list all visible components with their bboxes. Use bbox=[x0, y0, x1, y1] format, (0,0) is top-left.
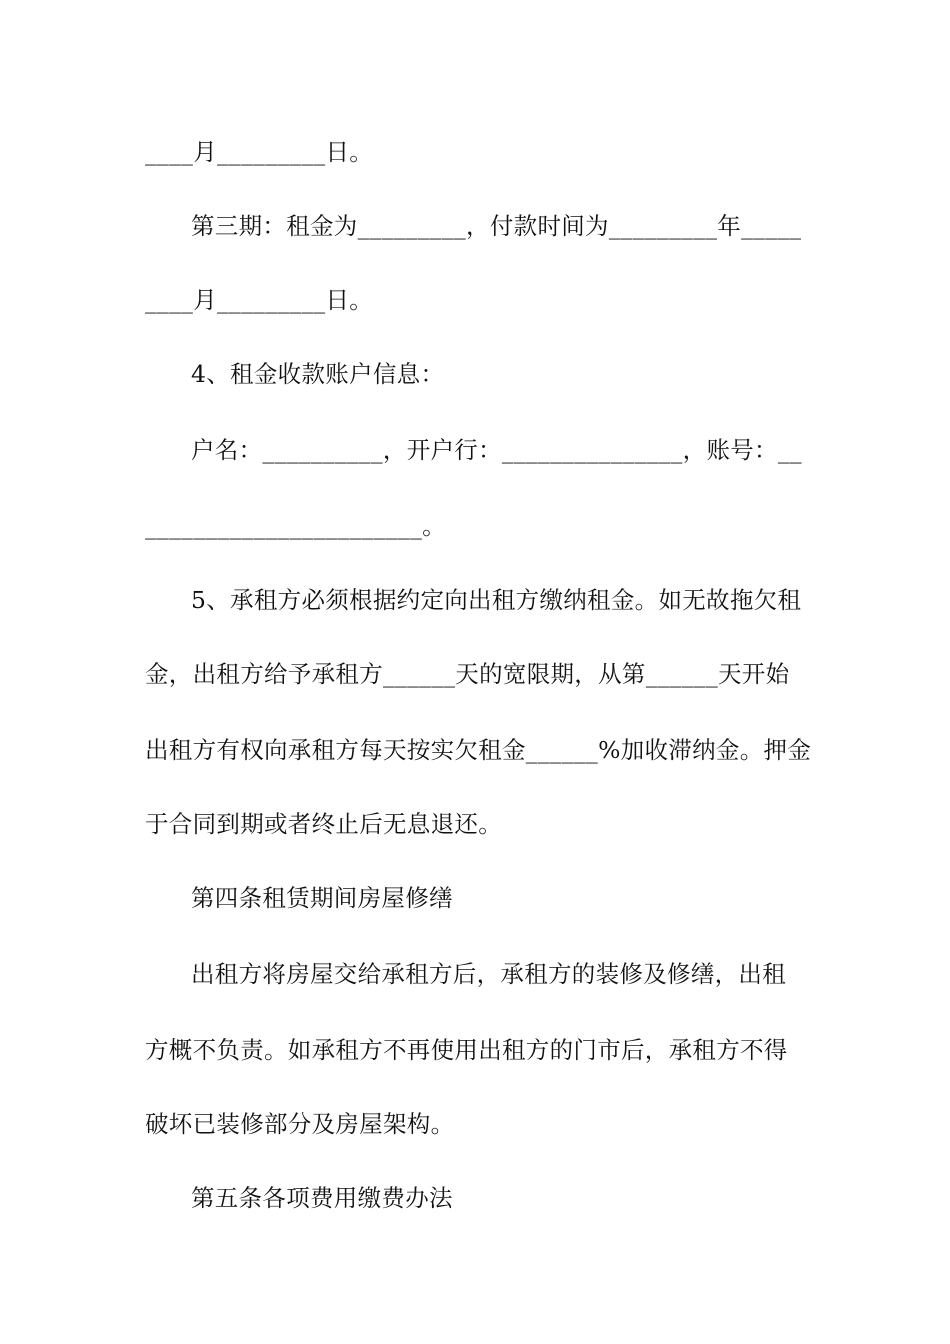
text-line-account-number: _______________________。 bbox=[145, 512, 446, 540]
text-line-clause5-1: 5、承租方必须根据约定向出租方缴纳租金。如无故拖欠租 bbox=[191, 586, 802, 614]
text-line-month-day-2: ____月_________日。 bbox=[145, 138, 374, 166]
text-line-article4-2: 方概不负责。如承租方不再使用出租方的门市后，承租方不得 bbox=[145, 1036, 788, 1064]
text-line-article4-3: 破坏已装修部分及房屋架构。 bbox=[145, 1110, 455, 1138]
text-line-clause5-3: 出租方有权向承租方每天按实欠租金______%加收滞纳金。押金 bbox=[145, 736, 812, 764]
text-line-third-payment: 第三期：租金为_________，付款时间为_________年_____ bbox=[191, 212, 802, 240]
text-line-clause5-2: 金，出租方给予承租方______天的宽限期，从第______天开始 bbox=[145, 660, 790, 688]
text-line-account-fields: 户名：__________，开户行：_______________，账号：__ bbox=[191, 436, 802, 464]
text-line-clause5-4: 于合同到期或者终止后无息退还。 bbox=[145, 810, 502, 838]
text-line-article4-1: 出租方将房屋交给承租方后，承租方的装修及修缮，出租 bbox=[191, 960, 786, 988]
section-heading-article-5: 第五条各项费用缴费办法 bbox=[191, 1184, 453, 1212]
section-heading-article-4: 第四条租赁期间房屋修缮 bbox=[191, 884, 453, 912]
text-line-month-day-3: ____月_________日。 bbox=[145, 286, 374, 314]
text-line-account-heading: 4、租金收款账户信息： bbox=[191, 360, 445, 388]
